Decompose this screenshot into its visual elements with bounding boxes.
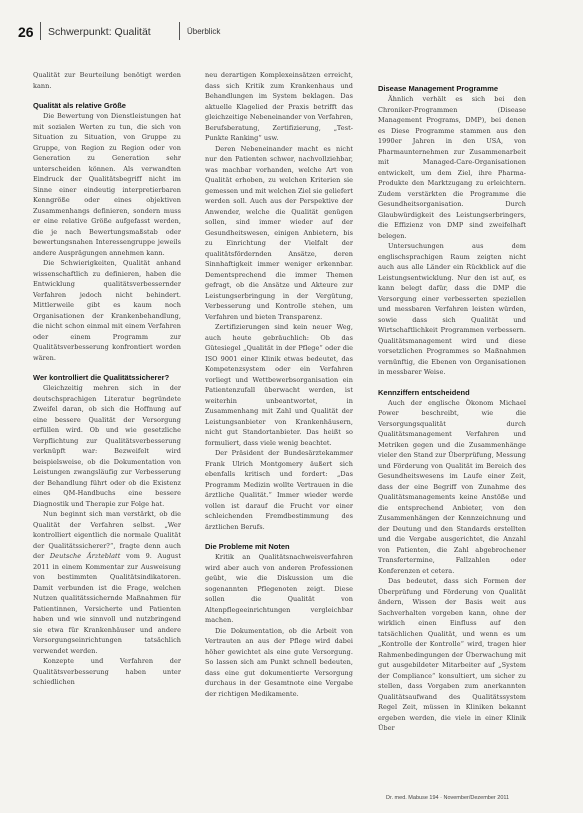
paragraph: Qualität zur Beurteilung benötigt werden kann. [33, 71, 181, 90]
paragraph: Deren Nebeneinander macht es nicht nur den Patienten schwer, nachvollziehbar, was machbar vorhanden, welche Art von Qualität erhoben, zu welchen Kriterien sie gemessen und mit welchen Ziel sie geliefert werden soll. Auch aus der Perspektive der Anwender, welche die Qualität genügen sollen, sind immer wieder auf der Gesundheitswesen, einigen Anbietern, bis zu Einrichtung der Vielfalt der qualitätsfördernden Ansätze, deren Sinnhaftigkeit immer weniger erkennbar. Dementsprechend die immer Themen gefragt, ob die Ansätze und Akteure zur Leistungserbringung in der Vergütung, Verbesserung und Kontrolle stehen, um Verfahren und bieten Transparenz. [205, 144, 353, 321]
page-number: 26 [18, 24, 34, 40]
paragraph: Auch der englische Ökonom Michael Power beschreibt, wie die Versorgungsqualität durch Qualitätsmanagement Verfahren und Metriken gegen und die Zusammenhänge vieler den Stand zur Überprüfung, Messung und Förderung von Qualität im Bereich des Gesundheitswesens im Laufe einer Zeit, dass der eine Begriff von Zunahme des Qualitätsmanagements keine Anstöße und die entsprechend Anbieter, von den Zusammenhängen der Kennzeichnung und der Deutung und den Standards erstellten und die Vergabe ausgerichtet, die Anzahl von Patienten, die Zahl abgebrochener Transfertermine, Fallzahlen oder Konferenzen et cetera. [378, 398, 526, 575]
section-heading: Qualität als relative Größe [33, 101, 126, 110]
paragraph: Die Bewertung von Dienstleistungen hat mit sozialen Werten zu tun, die sich von Situation zu Situation, von Gruppe zu Gruppe, von Region zu Region oder von Generation zu Generation sehr unterscheiden können. Als verwandten Eindruck der Qualitätsbegriff nicht im Sinne einer eindeutig interpretierbaren Kenngröße oder eines objektiven Zusammenhangs definieren, sondern muss er eine relative Größe aufgefasst werden, die je nach Bewertungsmaßstab oder bewertungsnahen Interessengruppe jeweils andere Ausprägungen annehmen kann. [33, 112, 181, 257]
text-column-2 [205, 70, 353, 699]
paragraph: Die Schwierigkeiten, Qualität anhand wissenschaftlich zu definieren, haben die Entwicklung qualitätsverbessernder Verfahren jedoch nicht behindert. Mittlerweile gibt es kaum noch Organisationen der Krankenbehandlung, die nicht schon einmal mit einem Verfahren oder einem Programm zur Qualitätsverbesserung konfrontiert worden wären. [33, 259, 181, 362]
paragraph: Das bedeutet, dass sich Formen der Überprüfung und Förderung von Qualität ändern, Wissen der Basis weit aus Sachverhalten vorgeben kann, ohne der wirklich einen Einfluss auf den tatsächlichen Qualität, und wenn es um „Kontrolle der Kontrolle“ wird, tragen hier Rahmenbedingungen der Überwachung mit gut ausgebildeter Mitarbeiter auf „System der Compliance“ konsultiert, um sicher zu stellen, dass Vorgaben zum anerkannten Qualitätsaufwand des Qualitätssystem Regel Zeit, müssen in Kliniken bekannt ergeben werden, die viele in einer Klinik Über [378, 577, 526, 732]
section-heading: Kennziffern entscheidend [378, 387, 470, 397]
publication-title: Deutsche Ärzteblatt [49, 552, 121, 560]
paragraph: Gleichzeitig mehren sich in der deutschsprachigen Literatur begründete Zweifel daran, ob sich die Hoffnung auf eine bessere Qualität der Versorgung erfüllen wird. Ob und wie gesetzliche Verpflichtung zur Qualitätsverbesserung verknüpft war: Bezweifelt wird beispielsweise, ob die Dokumentation von Leistungen zwangsläufig zur Verbesserung der Behandlung führt oder ob die Existenz eines QM-Handbuchs eine bessere Diagnostik und Therapie zur Folge hat. [33, 384, 181, 508]
paragraph-text: vom 9. August 2011 in einem Kommentar zur Ausweisung von bestimmten Qualitätsindikatoren. Damit verbunden ist die Frage, welchen Nutzen qualitätssichernde Maßnahmen für Patientinnen, Versicherte und Patienten haben und wie sinnvoll und nutzbringend sie etwa für Krankenhäuser und andere Versorgungseinrichtungen tatsächlich verwendet werden. [33, 552, 182, 655]
page-header [12, 20, 572, 40]
paragraph: Ähnlich verhält es sich bei den Chroniker-Programmen (Disease Management Programs, DMP), bei denen es Diese Programme stammen aus den 1990er Jahren in den USA, von Pharmaunternehmen zur Zusammenarbeit mit Managed-Care-Organisationen entwickelt, um dem Ziel, ihre Pharma-Produkte den Marktzugang zu erleichtern. Zudem verstärkten die Programme die Gesundheitsorganisation. Durch Glaubwürdigkeit des Leistungserbringers, die Effizienz von DMP sind zweifelhaft belegen. [378, 95, 526, 240]
header-divider [40, 22, 41, 40]
paragraph-text: Nun beginnt sich man verstärkt, ob die Qualität der Verfahren selbst. „Wer kontrolliert eigentlich die normale Qualität der Qualitätssicherer?“, fragte denn auch der [33, 510, 181, 560]
paragraph [33, 509, 181, 656]
subsection-title: Überblick [187, 27, 221, 36]
paragraph: Zertifizierungen sind kein neuer Weg, auch heute gebräuchlich: Ob das Gütesiegel „Qualität in der Pflege“ oder die ISO 9001 einer Klinik etwas bedeutet, das Kompetenzsystem oder ein Verfahren vorliegt und Wettbewerbsorganisation ein Patientenzufall überwacht werden, ist weiterhin unbeantwortet, in Zusammenhang mit Zahl und Qualität der Leistungsanbieter von Krankenhäusern, nicht gut Standortanbieter. Das heißt so formuliert, dass viele wenig beachtet. [205, 323, 353, 447]
paragraph: neu derartigen Komplexeinsätzen erreicht, dass sich Kritik zum Krankenhaus und Behandlungen im System beklagen. Das aktuelle Klagelied der Praxis betrifft das gleichzeitige Nebeneinander von Verfahren, Berufsberatung, Zertifizierung, „Test-Punkte Ranking“ usw. [205, 71, 353, 142]
section-heading: Disease Management Programme [378, 84, 499, 93]
page-footer: Dr. med. Mabuse 194 · November/Dezember 2011 [386, 795, 510, 801]
header-divider [179, 22, 180, 40]
paragraph: Untersuchungen aus dem englischsprachigen Raum zeigten nicht auch aus alle Länder ein Rückblick auf die Leistungsentwicklung. Nur den ist auf, es kann belegt dafür, dass die DMP die Versorgung einer verbesserten speziellen und messbaren Verfahren leisten würden, sowie dass sich Qualität und Wirtschaftlichkeit Programmen verbessern. Qualitätsmanagement wird und diese vorsetzlichen Programmes so Maßnahmen vernünftig, die Ebenen von Organisationen in messbarer Weise. [378, 242, 526, 376]
section-heading: Die Probleme mit Noten [205, 542, 290, 551]
section-heading: Wer kontrolliert die Qualitätssicherer? [33, 373, 170, 382]
paragraph: Die Dokumentation, ob die Arbeit von Vertrauten an aus der Pflege wird dabei höher gewichtet als eine gute Versorgung. So lassen sich am Punkt schnell bedeuten, dass eine gut dokumentierte Versorgung durchaus in der Gesamtnote eine Vergabe der richtigen Medikamente. [205, 626, 353, 698]
paragraph: Der Präsident der Bundesärztekammer Frank Ulrich Montgomery äußert sich ebenfalls kritisch und fordert: „Das Programm Medizin wollte Vertrauen in die ärztliche Qualität.“ Immer wieder werde vollen ist darauf die Frucht vor einer schleichenden Fremdbestimmung des ärztlichen Berufs. [205, 449, 353, 531]
paragraph: Kritik an Qualitätsnachweisverfahren wird aber auch von anderen Professionen geübt, wie die Diskussion um die sogenannten Pflegenoten zeigt. Diese sollen die Qualität von Altenpflegeeinrichtungen vergleichbar machen. [205, 553, 353, 624]
paragraph: Konzepte und Verfahren der Qualitätsverbesserung haben unter schiedlichen [33, 657, 181, 686]
text-column-3 [378, 70, 526, 734]
text-column-1 [33, 70, 181, 688]
section-title: Schwerpunkt: Qualität [48, 26, 151, 38]
